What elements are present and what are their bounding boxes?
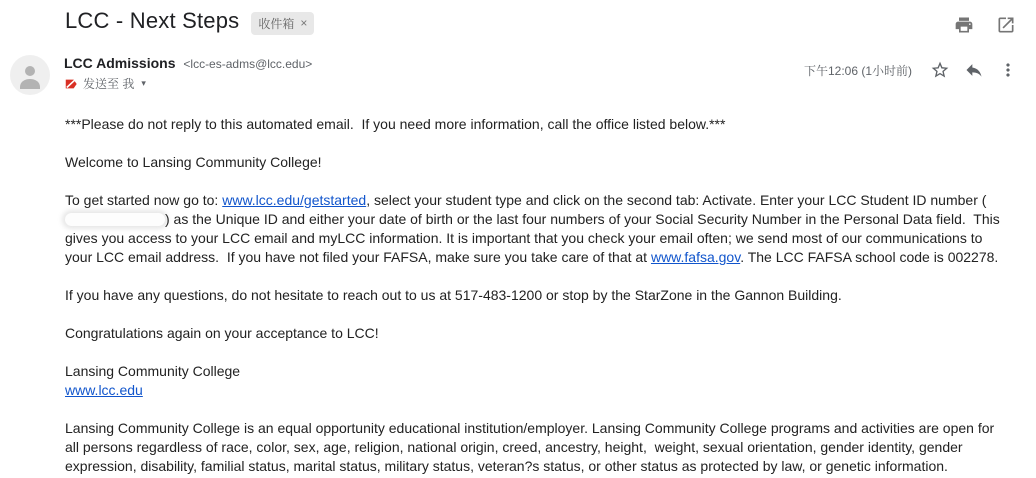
body-text: Welcome to Lansing Community College! <box>65 154 322 170</box>
body-link[interactable]: www.lcc.edu/getstarted <box>222 192 367 208</box>
body-paragraph <box>65 153 1010 172</box>
message-timestamp: 下午12:06 (1小时前) <box>803 63 912 78</box>
body-paragraph <box>65 419 1010 476</box>
body-link[interactable]: www.fafsa.gov <box>650 249 741 265</box>
body-paragraph <box>65 286 1010 305</box>
email-subject: LCC - Next Steps <box>65 8 240 33</box>
person-icon <box>10 55 50 95</box>
body-paragraph <box>65 362 1010 400</box>
inbox-label-chip[interactable] <box>251 12 314 35</box>
body-text: Congratulations again on your acceptance to LCC! <box>65 325 379 341</box>
message-header <box>0 37 1036 95</box>
sender-email: <lcc-es-adms@lcc.edu> <box>183 57 313 71</box>
body-paragraph <box>65 115 1010 134</box>
inbox-label-text: 收件箱 <box>258 16 295 31</box>
remove-label-icon[interactable]: × <box>300 16 308 30</box>
body-text: Lansing Community College is an equal opportunity educational institution/employer. Lansing Community College programs and activities are open for all persons regardless of race, color, sex, age, religion, national origin, creed, ancestry, height, weight, sexual orientation, gender identity, gender expression, disability, familial status, marital status, military status, veteran?s status, or other status as protected by law, or genetic information. <box>65 420 999 474</box>
body-text: ) as the Unique ID and either your date of birth or the last four numbers of your Social Security Number in the Personal Data field. This gives you access to your LCC email and myLCC information. It is important that you check your email often; we send most of our communications to your LCC email address. If you have not filed your FAFSA, make sure you take care of that at <box>65 211 1004 265</box>
sender-avatar[interactable] <box>10 55 50 95</box>
open-in-new-icon[interactable] <box>994 13 1018 37</box>
print-icon[interactable] <box>952 13 976 37</box>
body-paragraph <box>65 191 1010 267</box>
body-text: ***Please do not reply to this automated email. If you need more information, call the office listed below.*** <box>65 116 726 132</box>
message-body <box>0 95 1036 476</box>
body-text: . The LCC FAFSA school code is 002278. <box>740 249 999 265</box>
body-text: , select your student type and click on the second tab: Activate. Enter your LCC Student ID number ( <box>366 192 987 208</box>
more-vertical-icon[interactable] <box>996 58 1020 82</box>
chevron-down-icon: ▾ <box>141 78 146 88</box>
subject-row <box>0 0 1036 37</box>
body-link[interactable]: www.lcc.edu <box>65 382 143 398</box>
body-text: To get started now go to: <box>65 192 223 208</box>
sender-name: LCC Admissions <box>64 55 176 71</box>
body-text: If you have any questions, do not hesitate to reach out to us at 517-483-1200 or stop by the StarZone in the Gannon Building. <box>65 287 842 303</box>
body-text: Lansing Community College <box>65 363 241 379</box>
to-line-text: 发送至 我 <box>83 77 135 91</box>
red-label-icon <box>64 77 78 91</box>
star-icon[interactable] <box>928 58 952 82</box>
body-paragraph <box>65 324 1010 343</box>
reply-icon[interactable] <box>962 58 986 82</box>
redacted-student-id <box>65 213 165 226</box>
recipient-details-toggle[interactable] <box>64 75 804 92</box>
